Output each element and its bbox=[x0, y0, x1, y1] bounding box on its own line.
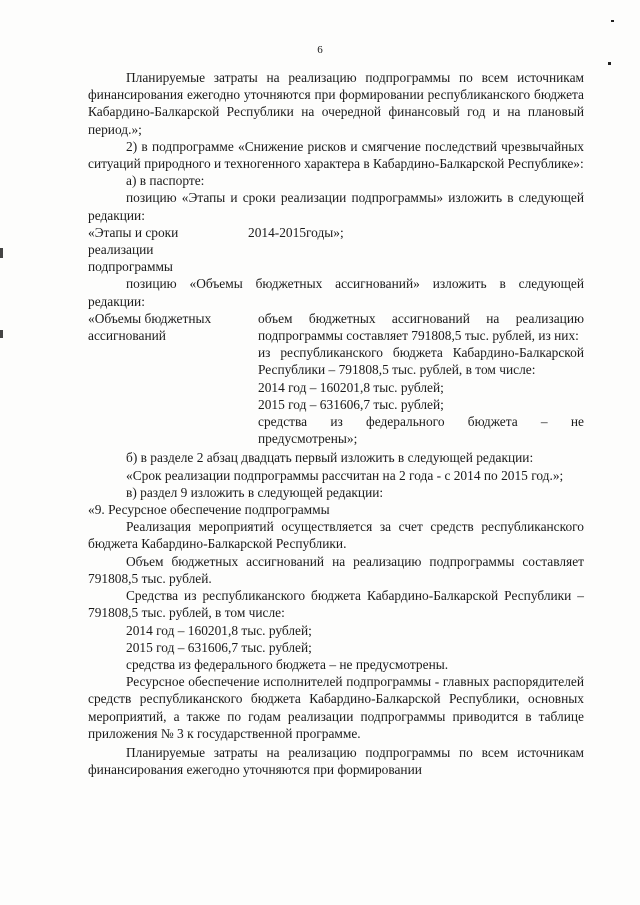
scan-corner-mark-2 bbox=[608, 62, 611, 65]
paragraph-federal: средства из федерального бюджета – не предусмотрены. bbox=[126, 656, 449, 672]
document-body bbox=[88, 69, 584, 778]
budget-line-total: объем бюджетных ассигнований на реализацию подпрограммы составляет 791808,5 тыс. рублей, из них: bbox=[258, 310, 584, 344]
scan-corner-mark bbox=[611, 20, 614, 22]
budget-line-republic: из республиканского бюджета Кабардино-Балкарской Республики – 791808,5 тыс. рублей, в том числе: bbox=[258, 345, 584, 378]
paragraph-republic-funds: Средства из республиканского бюджета Кабардино-Балкарской Республики – 791808,5 тыс. рублей, в том числе: bbox=[88, 588, 584, 621]
scan-margin-mark-top bbox=[0, 248, 3, 258]
paragraph-volume: Объем бюджетных ассигнований на реализацию подпрограммы составляет 791808,5 тыс. рублей. bbox=[88, 553, 584, 586]
page-number: 6 bbox=[317, 44, 323, 56]
budget-line-2015: 2015 год – 631606,7 тыс. рублей; bbox=[258, 396, 444, 412]
budget-line-2014: 2014 год – 160201,8 тыс. рублей; bbox=[258, 379, 444, 395]
stages-table bbox=[88, 224, 584, 276]
stages-label: «Этапы и сроки реализации подпрограммы bbox=[88, 224, 179, 275]
paragraph-section-2: б) в разделе 2 абзац двадцать первый изложить в следующей редакции: bbox=[126, 450, 534, 466]
budget-line-federal: средства из федерального бюджета – не предусмотрены»; bbox=[258, 414, 584, 447]
scan-margin-mark-bottom bbox=[0, 330, 3, 338]
section-9-heading: «9. Ресурсное обеспечение подпрограммы bbox=[88, 502, 330, 518]
paragraph-section-9: в) раздел 9 изложить в следующей редакции: bbox=[126, 484, 384, 500]
paragraph-stages-position: позицию «Этапы и сроки реализации подпрограммы» изложить в следующей редакции: bbox=[88, 190, 584, 223]
budget-label: «Объемы бюджетных ассигнований bbox=[88, 310, 212, 344]
budget-table bbox=[88, 310, 584, 448]
paragraph-passport: а) в паспорте: bbox=[126, 173, 205, 189]
paragraph-implementation: Реализация мероприятий осуществляется за счет средств республиканского бюджета Кабардино-Балкарской Республики. bbox=[88, 519, 584, 552]
paragraph-budget-position: позицию «Объемы бюджетных ассигнований» изложить в следующей редакции: bbox=[88, 276, 584, 309]
paragraph-2014: 2014 год – 160201,8 тыс. рублей; bbox=[126, 622, 312, 638]
paragraph-planned-costs: Планируемые затраты на реализацию подпрограммы по всем источникам финансирования ежегодно уточняются при формировании республиканского бюджета Кабардино-Балкарской Республики на очередной финансовый год и на плановый период.»; bbox=[88, 70, 584, 137]
stages-value: 2014-2015годы»; bbox=[248, 224, 344, 240]
paragraph-subprogram-2: 2) в подпрограмме «Снижение рисков и смягчение последствий чрезвычайных ситуаций природного и техногенного характера в Кабардино-Балкарской Республике»: bbox=[88, 138, 584, 172]
paragraph-term: «Срок реализации подпрограммы рассчитан на 2 года - с 2014 по 2015 год.»; bbox=[126, 467, 564, 483]
paragraph-planned-costs-repeat: Планируемые затраты на реализацию подпрограммы по всем источникам финансирования ежегодно уточняются при формировании bbox=[88, 744, 584, 778]
paragraph-2015: 2015 год – 631606,7 тыс. рублей; bbox=[126, 639, 312, 655]
paragraph-resources: Ресурсное обеспечение исполнителей подпрограммы - главных распорядителей средств республиканского бюджета Кабардино-Балкарской Республики, основных мероприятий, а также по годам реализации подпрограммы приводится в таблице приложения № 3 к государственной программе. bbox=[88, 674, 584, 741]
